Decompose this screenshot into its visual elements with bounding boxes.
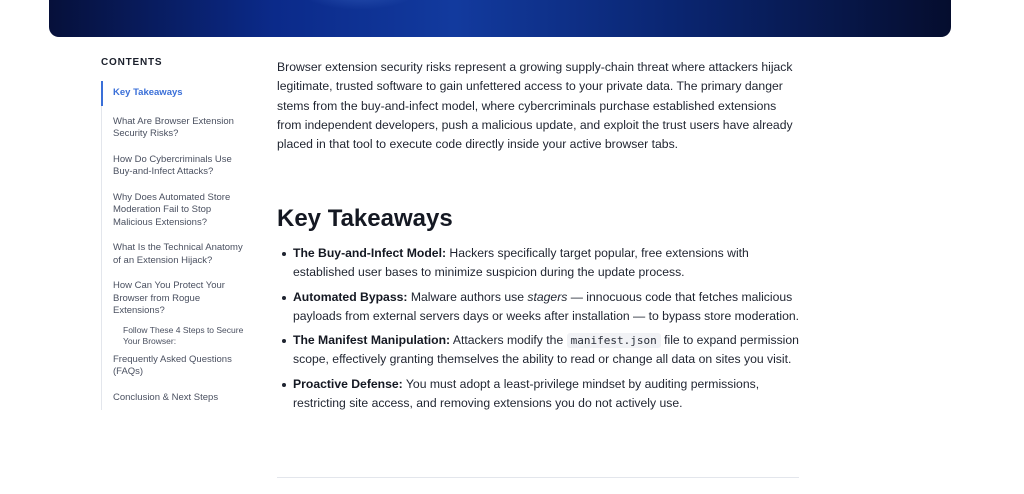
takeaway-text: file to expand permission scope, effectively granting themselves the ability to read or change all data on sites you visit.: [293, 333, 799, 367]
takeaway-text: Malware authors use: [410, 289, 524, 304]
table-of-contents: [101, 56, 251, 410]
intro-paragraph: Browser extension security risks represent a growing supply-chain threat where attackers hijack legitimate, trusted software to gain unfettered access to your private data. The primary danger stems from the buy-and-infect model, where cybercriminals purchase established extensions from independent developers, push a malicious update, and exploit the trust users have already placed in that tool to execute code directly inside your active browser tabs.: [277, 60, 793, 152]
takeaway-text: You must adopt a least-privilege mindset by auditing permissions, restricting site access, and removing extensions you do not actively use.: [293, 376, 760, 411]
takeaway-item: [277, 331, 802, 370]
takeaway-item: [277, 244, 802, 283]
toc-item-protect-browser[interactable]: How Can You Protect Your Browser from Rogue Extensions?: [113, 280, 225, 316]
toc-item-faqs[interactable]: Frequently Asked Questions (FAQs): [113, 353, 232, 377]
toc-list: [101, 81, 251, 410]
toc-item-technical-anatomy[interactable]: What Is the Technical Anatomy of an Extension Hijack?: [113, 242, 243, 266]
takeaway-text: Attackers modify the: [452, 333, 564, 348]
takeaway-title: Proactive Defense:: [293, 376, 403, 391]
toc-item-buy-and-infect[interactable]: How Do Cybercriminals Use Buy-and-Infect Attacks?: [113, 153, 232, 177]
takeaway-item: [277, 288, 802, 327]
hero-banner: [49, 0, 951, 37]
toc-item-store-moderation[interactable]: Why Does Automated Store Moderation Fail to Stop Malicious Extensions?: [113, 191, 231, 228]
takeaway-title: The Manifest Manipulation:: [293, 333, 451, 348]
takeaway-emphasis: stagers: [527, 289, 568, 304]
toc-item-conclusion[interactable]: Conclusion & Next Steps: [113, 391, 219, 403]
inline-code: manifest.json: [567, 333, 661, 348]
toc-item-what-are-risks[interactable]: What Are Browser Extension Security Risks?: [113, 115, 234, 139]
toc-title: CONTENTS: [101, 57, 163, 68]
section-heading-key-takeaways: Key Takeaways: [277, 205, 453, 232]
takeaway-title: Automated Bypass:: [293, 289, 408, 304]
takeaway-item: [277, 375, 802, 414]
takeaways-list: [277, 244, 802, 418]
takeaway-title: The Buy-and-Infect Model:: [293, 246, 447, 260]
takeaway-text: — innocuous code that fetches malicious payloads from external servers days or weeks after installation — to bypass store moderation.: [293, 289, 800, 323]
toc-item-key-takeaways[interactable]: Key Takeaways: [101, 81, 251, 106]
article-body: [277, 58, 802, 411]
toc-subitem-four-steps[interactable]: Follow These 4 Steps to Secure Your Browser:: [123, 324, 244, 346]
takeaway-text: Hackers specifically target popular, free extensions with established user bases to minimize suspicion during the update process.: [293, 246, 749, 280]
section-divider: [277, 477, 799, 478]
